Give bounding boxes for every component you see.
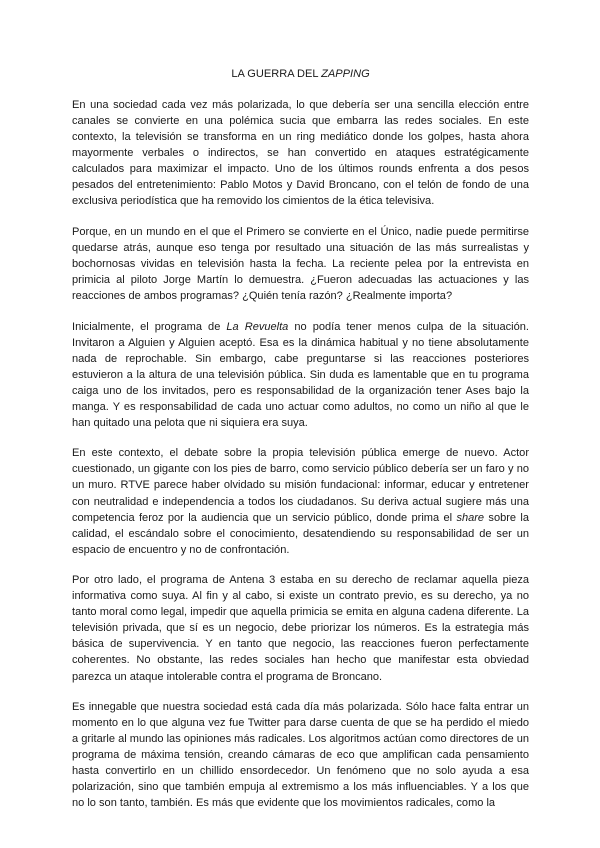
document-page <box>72 66 529 826</box>
paragraph-3 <box>72 319 529 431</box>
paragraph-6: Es innegable que nuestra sociedad está cada día más polarizada. Sólo hace falta entrar un momento en lo que alguna vez fue Twitter para darse cuenta de que se ha perdido el miedo a gritarle al mundo las opiniones más radicales. Los algoritmos actúan como directores de un programa de máxima tensión, creando cámaras de eco que amplifican cada pensamiento hasta convertirlo en un chillido ensordecedor. Un fenómeno que no solo ayuda a esa polarización, sino que también empuja al extremismo a los más influenciables. Y a los que no lo son tanto, también. Es más que evidente que los movimientos radicales, como la <box>72 701 529 810</box>
paragraph-4 <box>72 445 529 557</box>
paragraph-5: Por otro lado, el programa de Antena 3 estaba en su derecho de reclamar aquella pieza informativa como suya. Al fin y al cabo, si existe un contrato previo, es su derecho, ya no tanto moral como legal, impedir que aquella primicia se emita en alguna cadena diferente. La televisión privada, que sí es un negocio, debe priorizar los números. Es la estrategia más básica de supervivencia. Y en tanto que negocio, las reacciones fueron perfectamente coherentes. No obstante, las redes sociales han hecho que manifestar esta obviedad parezca un ataque intolerable contra el programa de Broncano. <box>72 574 529 683</box>
paragraph-4-part1: En este contexto, el debate sobre la propia televisión pública emerge de nuevo. Actor cuestionado, un gigante con los pies de barro, como servicio público debería ser un faro y no un muro. RTVE parece haber olvidado su misión fundacional: informar, educar y entretener con neutralidad e independencia a todos los ciudadanos. Su deriva actual sugiere más una competencia feroz por la audiencia que un servicio público, donde prima el <box>72 447 529 524</box>
document-title <box>72 66 529 82</box>
paragraph-1: En una sociedad cada vez más polarizada, lo que debería ser una sencilla elección entre canales se convierte en una polémica sucia que embarra las redes sociales. En este contexto, la televisión se transforma en un ring mediático donde los golpes, hasta ahora mayormente verbales o indirectos, se han convertido en ataques estratégicamente calculados para maximizar el impacto. Uno de los últimos rounds enfrenta a dos pesos pesados del entretenimiento: Pablo Motos y David Broncano, con el telón de fondo de una exclusiva periodística que ha removido los cimientos de la ética televisiva. <box>72 99 529 208</box>
la-revuelta-italic: La Revuelta <box>226 320 289 333</box>
paragraph-3-part2: no podía tener menos culpa de la situación. Invitaron a Alguien y Alguien aceptó. Esa es la dinámica habitual y no tiene absolutamente nada de reprochable. Sin embargo, cabe preguntarse si las reacciones posteriores estuvieron a la altura de una televisión pública. Sin duda es lamentable que en tu programa caiga uno de los invitados, pero es responsabilidad de la organización tener Ases bajo la manga. Y es responsabilidad de cada uno actuar como adultos, no como un niño al que le han quitado una pelota que ni siquiera era suya. <box>72 320 529 429</box>
paragraph-4-part2: sobre la calidad, el escándalo sobre el conocimiento, desatendiendo su responsabilidad de ser un espacio de encuentro y no de confrontación. <box>72 511 530 556</box>
share-italic: share <box>456 511 485 524</box>
paragraph-3-part1: Inicialmente, el programa de <box>72 320 227 333</box>
title-plain: LA GUERRA DEL <box>231 68 322 80</box>
title-italic: ZAPPING <box>321 68 370 80</box>
paragraph-2: Porque, en un mundo en el que el Primero se convierte en el Único, nadie puede permitirse quedarse atrás, aunque eso tenga por resultado una situación de las más surrealistas y bochornosas vividas en televisión hasta la fecha. La reciente pelea por la entrevista en primicia al piloto Jorge Martín lo demuestra. ¿Fueron adecuadas las actuaciones y las reacciones de ambos programas? ¿Quién tenía razón? ¿Realmente importa? <box>72 225 529 303</box>
